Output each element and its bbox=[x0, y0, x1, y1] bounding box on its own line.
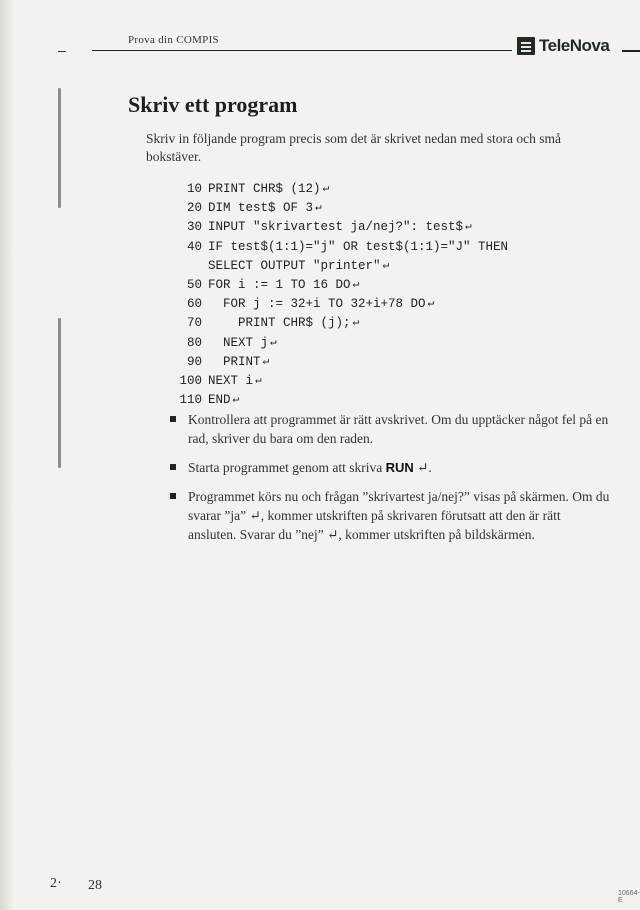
code-line bbox=[170, 314, 508, 333]
bullet-square-icon bbox=[170, 464, 176, 470]
line-number: 80 bbox=[186, 335, 202, 350]
instruction-text: Programmet körs nu och frågan ”skrivartest ja/nej?” visas på skärmen. Om du svarar ”ja” ↵, kommer utskriften på skrivaren förutsatt att den är rätt ansluten. Svarar du ”nej” ↵, kommer utskriften på bildskärmen. bbox=[188, 489, 610, 542]
brand-name: TeleNova bbox=[539, 36, 610, 55]
line-number: 10 bbox=[186, 182, 202, 196]
line-number bbox=[170, 257, 202, 276]
code-line bbox=[170, 257, 508, 276]
code-line bbox=[170, 238, 508, 257]
code-line bbox=[170, 180, 508, 199]
telenova-logo-icon bbox=[517, 37, 535, 55]
code-text: IF test$(1:1)="j" OR test$(1:1)="J" THEN bbox=[208, 239, 509, 254]
bullet-square-icon bbox=[170, 493, 176, 499]
line-number: 40 bbox=[186, 239, 202, 254]
margin-mark bbox=[58, 88, 61, 208]
page-title: Skriv ett program bbox=[128, 92, 298, 117]
code-text: NEXT j bbox=[208, 335, 269, 350]
code-text: PRINT bbox=[208, 354, 261, 369]
instruction-item bbox=[170, 487, 610, 544]
instruction-item bbox=[170, 458, 610, 477]
code-text: PRINT CHR$ (12) bbox=[208, 182, 321, 196]
line-number: 100 bbox=[179, 374, 202, 389]
code-text: PRINT CHR$ (j); bbox=[208, 316, 351, 331]
code-text: INPUT "skrivartest ja/nej?": test$ bbox=[208, 220, 464, 235]
program-listing bbox=[170, 180, 508, 410]
footer-code: 10664-E bbox=[618, 890, 640, 904]
footer-mark: 2· bbox=[50, 876, 62, 891]
enter-key-icon: ↵ bbox=[382, 259, 390, 272]
line-number: 20 bbox=[186, 201, 202, 216]
line-number: 60 bbox=[186, 297, 202, 312]
enter-key-icon: ↵ bbox=[352, 317, 360, 330]
header-rule-right bbox=[622, 50, 640, 52]
code-line bbox=[170, 391, 508, 410]
header-dash: – bbox=[58, 42, 66, 58]
instruction-text: ↵. bbox=[413, 460, 432, 475]
enter-key-icon: ↵ bbox=[427, 298, 435, 311]
enter-key-icon: ↵ bbox=[322, 183, 330, 195]
running-title: Prova din COMPIS bbox=[128, 34, 219, 46]
brand bbox=[517, 36, 609, 56]
code-text: END bbox=[208, 393, 231, 408]
enter-key-icon: ↵ bbox=[232, 394, 240, 407]
code-line bbox=[170, 276, 508, 295]
line-number: 30 bbox=[186, 220, 202, 235]
enter-key-icon: ↵ bbox=[465, 221, 472, 234]
line-number: 90 bbox=[186, 354, 202, 369]
code-line bbox=[170, 353, 508, 372]
code-text: FOR j := 32+i TO 32+i+78 DO bbox=[208, 297, 426, 312]
code-text: FOR i := 1 TO 16 DO bbox=[208, 278, 351, 293]
page-edge-shadow bbox=[0, 0, 14, 910]
enter-key-icon: ↵ bbox=[270, 336, 277, 349]
intro-text: Skriv in följande program precis som det är skrivet nedan med stora och små bokstäver. bbox=[146, 131, 562, 164]
instruction-list bbox=[170, 410, 610, 554]
line-number: 70 bbox=[186, 316, 202, 331]
code-text: NEXT i bbox=[208, 374, 254, 389]
instruction-text: Kontrollera att programmet är rätt avskrivet. Om du upptäcker något fel på en rad, skriver du bara om den raden. bbox=[188, 412, 609, 446]
instruction-item bbox=[170, 410, 610, 448]
margin-mark bbox=[58, 318, 61, 468]
command-keyword: RUN bbox=[385, 460, 414, 475]
code-line bbox=[170, 295, 508, 314]
enter-key-icon: ↵ bbox=[352, 279, 360, 292]
code-line bbox=[170, 199, 508, 218]
page-number: 28 bbox=[88, 878, 102, 893]
header-rule bbox=[92, 50, 512, 51]
enter-key-icon: ↵ bbox=[255, 375, 262, 388]
enter-key-icon: ↵ bbox=[315, 202, 322, 215]
instruction-text: Starta programmet genom att skriva bbox=[188, 460, 386, 475]
enter-key-icon: ↵ bbox=[262, 355, 270, 368]
line-number: 110 bbox=[179, 393, 202, 408]
bullet-square-icon bbox=[170, 416, 176, 422]
code-text: DIM test$ OF 3 bbox=[208, 201, 314, 216]
line-number: 50 bbox=[186, 278, 202, 293]
code-text: SELECT OUTPUT "printer" bbox=[208, 258, 381, 273]
code-line bbox=[170, 334, 508, 353]
code-line bbox=[170, 372, 508, 391]
code-line bbox=[170, 218, 508, 237]
